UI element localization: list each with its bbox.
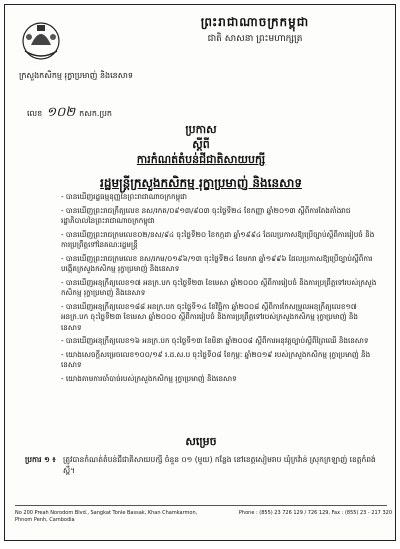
article-1-text: ត្រូវបានកំណត់តំបន់ជីជាតិសាយបក្សី ចំនួន ០១ (មួយ) កន្លែង នៅខេត្តសៀមរាប ឃុំក្រវ៉ាន់ ស្រុកក្រឡាញ់ ខេត្តកំពង់ស្ពឺ។ — [63, 455, 376, 475]
footer-address: No 200 Preah Norodom Blvd., Sangkat Tonle Bassak, Khan Chamkarmon, Phnom Penh, Cambodia — [15, 510, 198, 523]
title-about: ស្តីពី — [192, 138, 210, 151]
footer-contact: Phone : (855) 23 726 129 / 726 129, Fax : (855) 23 - 217 320 — [238, 510, 392, 516]
reference-item: - បានឃើញព្រះរាជក្រមលេខ០២/នស/៩៤ ចុះថ្ងៃទី២០ ខែកក្កដា ឆ្នាំ១៩៩៤ ដែលប្រកាសឱ្យប្រើច្បាប់ស្តីពីការរៀបចំ និងការប្រព្រឹត្តទៅនៃគណៈរដ្ឋមន្ត្រី — [61, 229, 375, 249]
kingdom-heading: ព្រះរាជាណាចក្រកម្ពុជា — [200, 15, 310, 29]
reference-item: - បានឃើញព្រះរាជក្រឹត្យលេខ នស/រកត/០៩១៣/៩០៣ ចុះថ្ងៃទី២៤ ខែកញ្ញា ឆ្នាំ២០១៣ ស្តីពីការតែងតាំងរាជរដ្ឋាភិបាលនៃព្រះរាជាណាចក្រកម្ពុជា — [61, 205, 351, 225]
reference-item: - បានឃើញរដ្ឋធម្មនុញ្ញនៃព្រះរាជាណាចក្រកម្ពុជា — [61, 192, 188, 201]
reference-item: - បានឃើញអនុក្រឹត្យលេខ១៨៨ អនក្រ.បក ចុះថ្ងៃទី១៤ ខែវិច្ឆិកា ឆ្នាំ២០០៨ ស្តីពីការកែសម្រួលអនុក្រឹត្យលេខ១៧ អនក្រ.បក ចុះថ្ងៃទី២៣ ខែមេសា ឆ្នាំ២០០០ ស្តីពីការរៀបចំ និងការប្រព្រឹត្តទៅរបស់ក្រសួងកសិកម្ម រុក្ខាប្រមាញ់ និងនេសាទ — [61, 301, 358, 332]
reference-item: - យោងតាមការចាំបាច់របស់ក្រសួងកសិកម្ម រុក្ខាប្រមាញ់ និងនេសាទ — [61, 373, 237, 383]
minister-title: រដ្ឋមន្ត្រីក្រសួងកសិកម្ម រុក្ខាប្រមាញ់ និងនេសាទ — [100, 176, 302, 190]
references-list — [61, 192, 377, 387]
article-1-label: ប្រការ ១ ៖ — [25, 455, 56, 464]
ministry-name: ក្រសួងកសិកម្ម រុក្ខាប្រមាញ់ និងនេសាទ — [19, 71, 133, 80]
document-type-title: ប្រកាស — [185, 123, 217, 136]
reference-item: - បានឃើញអនុក្រឹត្យលេខ១៦ អនក្រ.បក ចុះថ្ងៃទី១៣ ខែមិនា ឆ្នាំ២០០៨ ស្តីពីការអនុវត្តច្បាប់ស្តីពីព្រៃឈើ និងនេសាទ — [61, 336, 369, 345]
footer-divider — [15, 505, 387, 506]
reference-item: - បានឃើញព្រះរាជក្រមលេខ នស/រកម/០១៩៦/១៣ ចុះថ្ងៃទី២៤ ខែមករា ឆ្នាំ១៩៩៦ ដែលប្រកាសឱ្យប្រើច្បាប់ស្តីពីការបង្កើតក្រសួងកសិកម្ម រុក្ខាប្រមាញ់ និងនេសាទ — [61, 253, 373, 273]
document-subject: ការកំណត់តំបន់ជីជាតិសាយបក្សី — [136, 153, 266, 166]
reference-item: - យោងសេចក្តីសម្រេចលេខ១០០/១៩ រ.ដ.ស.ប ចុះថ្ងៃទី០៨ ខែកុម្ភៈ ឆ្នាំ២០១៩ របស់ក្រសួងកសិកម្ម រុក្ខាប្រមាញ់ និងនេសាទ — [61, 349, 371, 369]
reference-item: - បានឃើញអនុក្រឹត្យលេខ១៧ អនក្រ.បក ចុះថ្ងៃទី២៣ ខែមេសា ឆ្នាំ២០០០ ស្តីពីការរៀបចំ និងការប្រព្រឹត្តទៅរបស់ក្រសួងកសិកម្ម រុក្ខាប្រមាញ់ និងនេសាទ — [61, 277, 377, 297]
article-1 — [25, 454, 381, 476]
national-motto: ជាតិ សាសនា ព្រះមហាក្សត្រ — [207, 34, 303, 44]
document-number-row — [27, 104, 112, 123]
document-page — [4, 4, 396, 541]
number-suffix: កសក.ប្រក — [79, 108, 112, 118]
number-prefix: លេខ — [27, 108, 43, 118]
document-number: ១០២ — [46, 105, 76, 120]
royal-seal-icon — [17, 15, 65, 63]
decision-heading: សម្រេច — [185, 435, 217, 448]
